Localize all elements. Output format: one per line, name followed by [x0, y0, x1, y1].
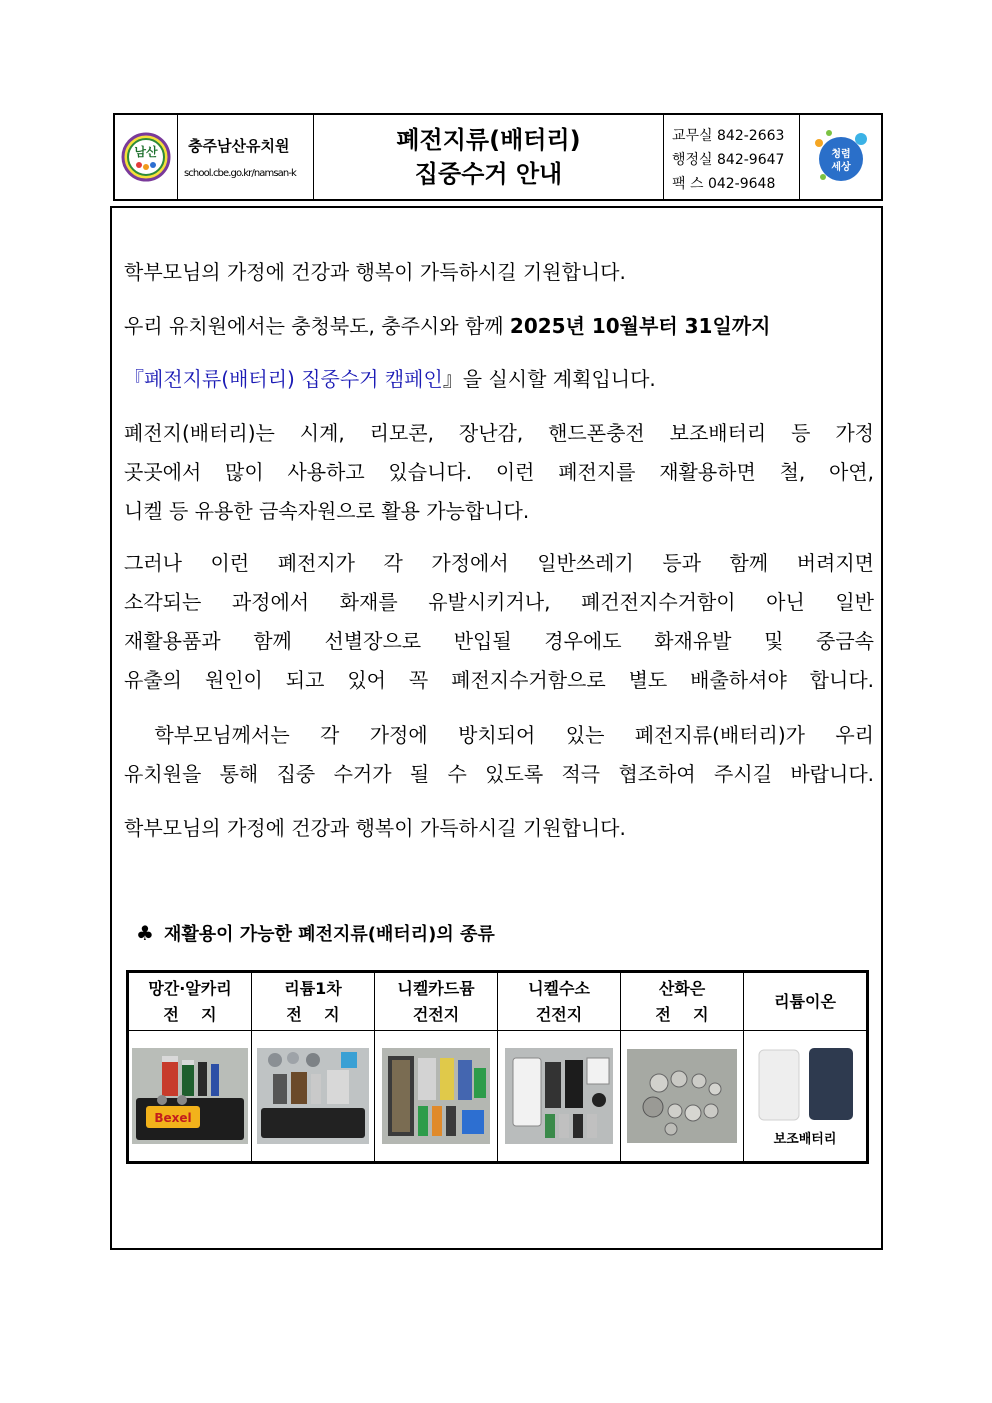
photo-cell-manganese-alkaline: [129, 1031, 252, 1162]
paragraph-line: 소각되는 과정에서 화재를 유발시키거나, 폐건전지수거함이 아닌 일반: [124, 590, 874, 614]
header-silver-oxide: 산화은 전 지: [621, 973, 744, 1031]
paragraph-line: 그러나 이런 폐전지가 각 가정에서 일반쓰레기 등과 함께 버려지면: [124, 551, 874, 575]
integrity-emblem-icon: [809, 125, 873, 189]
lithium-ion-photo-icon: [753, 1046, 857, 1124]
campaign-period: 2025년 10월부터 31일까지: [509, 314, 771, 338]
nicd-photo-icon: [382, 1048, 490, 1144]
title-cell: [314, 115, 664, 199]
greeting-paragraph: 학부모님의 가정에 건강과 행복이 가득하시길 기원합니다.: [124, 260, 626, 284]
campaign-name-rest: 』을 실시할 계획입니다.: [442, 367, 656, 391]
club-bullet-icon: ♣: [136, 921, 154, 945]
closing-paragraph: 학부모님의 가정에 건강과 행복이 가득하시길 기원합니다.: [124, 816, 626, 840]
svg-text:세상: 세상: [830, 162, 851, 173]
paragraph-line: 학부모님께서는 각 가정에 방치되어 있는 폐전지류(배터리)가 우리: [124, 723, 874, 747]
fire-risk-paragraph: [124, 544, 874, 700]
photo-cell-nickel-cadmium: [375, 1031, 498, 1162]
nimh-photo-icon: [505, 1048, 613, 1144]
battery-types-title: 재활용이 가능한 폐전지류(배터리)의 종류: [163, 924, 495, 945]
main-content-box: [110, 206, 883, 1250]
page-title-line1: 폐전지류(배터리): [396, 126, 581, 154]
photo-cell-lithium-ion: [744, 1031, 867, 1162]
campaign-period-paragraph: [124, 307, 874, 346]
header-nickel-cadmium: 니켈카드뮴 건전지: [375, 973, 498, 1031]
lithium-primary-photo-icon: [257, 1048, 369, 1144]
battery-types-table: [126, 970, 869, 1164]
paragraph-line: 유출의 원인이 되고 있어 꼭 폐전지수거함으로 별도 배출하셔야 합니다.: [124, 668, 874, 692]
contact-admin: 행정실 842-9647: [672, 152, 785, 168]
power-bank-caption: 보조배터리: [773, 1131, 837, 1147]
logo-text: 남산: [134, 145, 158, 159]
school-logo-cell: [115, 115, 178, 199]
school-logo-icon: [121, 132, 171, 182]
paragraph-line-last: 니켈 등 유용한 금속자원으로 활용 가능합니다.: [124, 499, 530, 523]
svg-text:청렴: 청렴: [830, 149, 851, 160]
paragraph-line: 유치원을 통해 집중 수거가 될 수 있도록 적극 협조하여 주시길 바랍니다.: [124, 762, 874, 786]
battery-types-heading: [136, 920, 495, 946]
page-title-line2: 집중수거 안내: [414, 160, 563, 188]
header-lithium-primary: 리튬1차 전 지: [252, 973, 375, 1031]
contact-office: 교무실 842-2663: [672, 128, 785, 144]
campaign-open-bracket: 『: [124, 367, 144, 391]
brand-text: Bexel: [154, 1111, 192, 1125]
photo-cell-lithium-primary: [252, 1031, 375, 1162]
paragraph-line: 재활용품과 함께 선별장으로 반입될 경우에도 화재유발 및 중금속: [124, 629, 874, 653]
header-table: [113, 113, 883, 201]
campaign-name-paragraph: [124, 360, 874, 399]
cooperation-paragraph: [124, 716, 874, 794]
school-name: 충주남산유치원: [188, 137, 290, 155]
school-info-cell: [178, 115, 314, 199]
manganese-alkaline-photo-icon: [132, 1048, 248, 1144]
school-url: school.cbe.go.kr/namsan-k: [184, 168, 296, 179]
emblem-cell: [800, 115, 881, 199]
contact-fax: 팩 스 042-9648: [672, 176, 776, 192]
battery-usage-paragraph: [124, 414, 874, 531]
paragraph-line: 곳곳에서 많이 사용하고 있습니다. 이런 폐전지를 재활용하면 철, 아연,: [124, 460, 874, 484]
photo-cell-silver-oxide: [621, 1031, 744, 1162]
header-lithium-ion: 리튬이온: [744, 973, 867, 1031]
header-nickel-metal-hydride: 니켈수소 건전지: [498, 973, 621, 1031]
silver-oxide-photo-icon: [627, 1049, 737, 1143]
contact-cell: [664, 115, 800, 199]
header-manganese-alkaline: 망간·알카리 전 지: [129, 973, 252, 1031]
paragraph-line: 폐전지(배터리)는 시계, 리모콘, 장난감, 핸드폰충전 보조배터리 등 가정: [124, 421, 874, 445]
period-prefix: 우리 유치원에서는 충청북도, 충주시와 함께: [124, 314, 510, 338]
table-header-row: [129, 973, 867, 1031]
campaign-name: 폐전지류(배터리) 집중수거 캠페인: [144, 367, 443, 391]
photo-cell-nickel-metal-hydride: [498, 1031, 621, 1162]
table-photo-row: [129, 1031, 867, 1162]
